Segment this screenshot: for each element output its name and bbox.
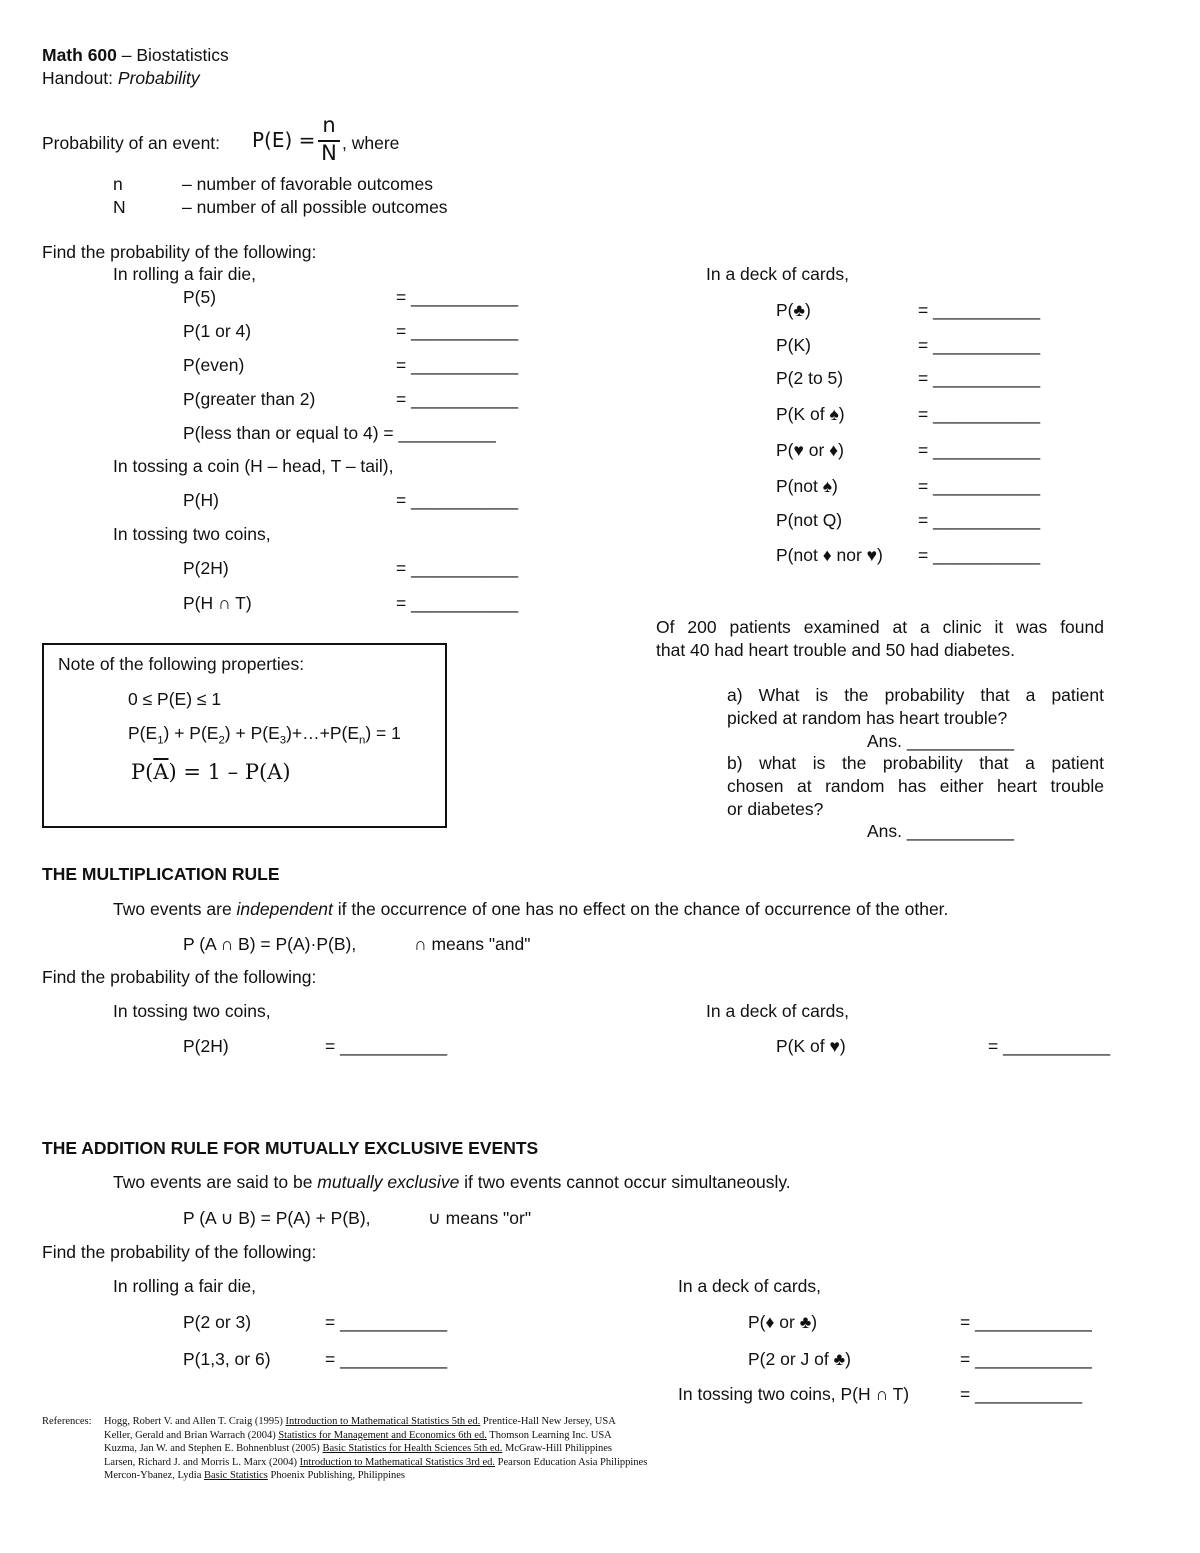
add-coins-line: In tossing two coins, P(H ∩ T) bbox=[678, 1384, 910, 1404]
answer-blank[interactable]: = ___________ bbox=[396, 287, 519, 307]
course-title bbox=[42, 45, 229, 65]
question-b: or diabetes? bbox=[727, 799, 824, 819]
addition-definition bbox=[113, 1172, 791, 1192]
mult-def-post: if the occurrence of one has no effect on the chance of occurrence of the other. bbox=[332, 899, 949, 919]
answer-a[interactable]: Ans. ___________ bbox=[867, 731, 1014, 751]
two-coins-item: P(H ∩ T) bbox=[183, 593, 252, 613]
two-coins-heading: In tossing two coins, bbox=[113, 524, 271, 544]
multiplication-title: THE MULTIPLICATION RULE bbox=[42, 864, 280, 884]
cards-item: P(not Q) bbox=[776, 510, 843, 530]
ref-title: Basic Statistics bbox=[204, 1470, 268, 1481]
cards-item: P(2 to 5) bbox=[776, 368, 844, 388]
ref-authors: Keller, Gerald and Brian Warrach (2004) bbox=[104, 1430, 279, 1441]
add-die-heading: In rolling a fair die, bbox=[113, 1276, 256, 1296]
ref-publisher: Prentice-Hall New Jersey, USA bbox=[480, 1416, 616, 1427]
question-b: b) what is the probability that a patient bbox=[727, 753, 1104, 773]
multiplication-prompt: Find the probability of the following: bbox=[42, 967, 317, 987]
add-def-post: if two events cannot occur simultaneously. bbox=[459, 1172, 791, 1192]
multiplication-formula: P (A ∩ B) = P(A)·P(B), bbox=[183, 934, 357, 954]
answer-blank[interactable]: = ___________ bbox=[988, 1036, 1111, 1056]
clinic-line: Of 200 patients examined at a clinic it was found bbox=[656, 617, 1104, 637]
complement-bar: $\overline{A}$ bbox=[153, 760, 169, 784]
add-cards-heading: In a deck of cards, bbox=[678, 1276, 821, 1296]
section1-prompt: Find the probability of the following: bbox=[42, 242, 317, 262]
n-symbol: n bbox=[113, 174, 123, 194]
handout-title bbox=[42, 68, 200, 88]
answer-blank[interactable]: = ___________ bbox=[918, 300, 1041, 320]
answer-blank[interactable]: = ___________ bbox=[325, 1349, 448, 1369]
course-code: Math 600 bbox=[42, 45, 117, 65]
mult-def-pre: Two events are bbox=[113, 899, 237, 919]
mult-def-term: independent bbox=[236, 899, 333, 919]
answer-blank[interactable]: = ___________ bbox=[918, 545, 1041, 565]
answer-b[interactable]: Ans. ___________ bbox=[867, 821, 1014, 841]
cards-item: P(not ♠) bbox=[776, 476, 838, 496]
answer-blank[interactable]: = ___________ bbox=[918, 368, 1041, 388]
die-item: P(5) bbox=[183, 287, 217, 307]
ref-publisher: Thomson Learning Inc. USA bbox=[486, 1430, 612, 1441]
N-symbol: N bbox=[113, 197, 126, 217]
cards-item: P(K) bbox=[776, 335, 811, 355]
references-label: References: bbox=[42, 1416, 92, 1427]
course-subject: – Biostatistics bbox=[116, 45, 229, 65]
n-description: – number of favorable outcomes bbox=[182, 174, 433, 194]
add-def-term: mutually exclusive bbox=[317, 1172, 460, 1192]
property-sum: $P(E_1) + P(E_2)$ + $P(E_3)+\dots+P(E_n) = 1$ bbox=[128, 723, 401, 747]
intersection-meaning: ∩ means "and" bbox=[414, 934, 531, 954]
reference-item bbox=[104, 1456, 647, 1470]
coin-item: P(H) bbox=[183, 490, 219, 510]
N-description: – number of all possible outcomes bbox=[182, 197, 448, 217]
answer-blank[interactable]: = ___________ bbox=[396, 355, 519, 375]
answer-blank[interactable]: = ___________ bbox=[918, 440, 1041, 460]
addition-prompt: Find the probability of the following: bbox=[42, 1242, 317, 1262]
handout-topic: Probability bbox=[117, 68, 200, 88]
complement-pre: P( bbox=[131, 760, 154, 784]
answer-blank[interactable]: = ____________ bbox=[960, 1312, 1092, 1332]
add-cards-item: P(♦ or ♣) bbox=[748, 1312, 818, 1332]
complement-post: ) = 1 – P(A) bbox=[168, 760, 291, 784]
answer-blank[interactable]: = ___________ bbox=[918, 476, 1041, 496]
cards-item: P(not ♦ nor ♥) bbox=[776, 545, 883, 565]
reference-item bbox=[104, 1442, 612, 1456]
question-a: a) What is the probability that a patient bbox=[727, 685, 1104, 705]
multiplication-definition bbox=[113, 899, 948, 919]
add-die-item: P(1,3, or 6) bbox=[183, 1349, 271, 1369]
question-b: chosen at random has either heart trouble bbox=[727, 776, 1104, 796]
mult-coins-heading: In tossing two coins, bbox=[113, 1001, 271, 1021]
cards-item: P(♣) bbox=[776, 300, 811, 320]
mult-coins-item: P(2H) bbox=[183, 1036, 229, 1056]
ref-authors: Mercon-Ybanez, Lydia bbox=[104, 1470, 205, 1481]
ref-title: Introduction to Mathematical Statistics 3rd ed. bbox=[299, 1457, 496, 1468]
cards-item: P(K of ♠) bbox=[776, 404, 845, 424]
definition-intro: Probability of an event: bbox=[42, 133, 221, 153]
ref-authors: Kuzma, Jan W. and Stephen E. Bohnenblust (2005) bbox=[104, 1443, 323, 1454]
ref-authors: Larsen, Richard J. and Morris L. Marx (2004) bbox=[104, 1457, 300, 1468]
answer-blank[interactable]: = ___________ bbox=[396, 321, 519, 341]
two-coins-item: P(2H) bbox=[183, 558, 229, 578]
die-heading: In rolling a fair die, bbox=[113, 264, 256, 284]
clinic-line: that 40 had heart trouble and 50 had diabetes. bbox=[656, 640, 1016, 660]
cards-heading: In a deck of cards, bbox=[706, 264, 849, 284]
formula-denominator: N bbox=[321, 141, 337, 165]
ref-publisher: Phoenix Publishing, Philippines bbox=[267, 1470, 405, 1481]
answer-blank[interactable]: = ___________ bbox=[396, 490, 519, 510]
question-a: picked at random has heart trouble? bbox=[727, 708, 1008, 728]
ref-title: Statistics for Management and Economics 6th ed. bbox=[278, 1430, 487, 1441]
properties-title: Note of the following properties: bbox=[58, 654, 305, 674]
mult-cards-item: P(K of ♥) bbox=[776, 1036, 846, 1056]
reference-item bbox=[104, 1469, 405, 1483]
cards-item: P(♥ or ♦) bbox=[776, 440, 844, 460]
answer-blank[interactable]: = ___________ bbox=[918, 335, 1041, 355]
union-meaning: ∪ means "or" bbox=[428, 1208, 532, 1228]
ref-title: Introduction to Mathematical Statistics 5th ed. bbox=[285, 1416, 481, 1427]
answer-blank[interactable]: = ___________ bbox=[325, 1312, 448, 1332]
answer-blank[interactable]: = ____________ bbox=[960, 1349, 1092, 1369]
answer-blank[interactable]: = ___________ bbox=[918, 510, 1041, 530]
answer-blank[interactable]: = ___________ bbox=[325, 1036, 448, 1056]
property-range: 0 ≤ P(E) ≤ 1 bbox=[128, 689, 222, 709]
answer-blank[interactable]: = ___________ bbox=[396, 558, 519, 578]
ref-publisher: Pearson Education Asia Philippines bbox=[495, 1457, 648, 1468]
die-item: P(even) bbox=[183, 355, 245, 375]
die-item: P(1 or 4) bbox=[183, 321, 252, 341]
formula-numerator: n bbox=[322, 113, 336, 137]
die-item: P(greater than 2) bbox=[183, 389, 316, 409]
reference-item bbox=[104, 1415, 616, 1429]
answer-blank[interactable]: = ___________ bbox=[918, 404, 1041, 424]
property-complement bbox=[131, 760, 291, 784]
answer-blank[interactable]: = ___________ bbox=[396, 593, 519, 613]
coin-heading: In tossing a coin (H – head, T – tail), bbox=[113, 456, 394, 476]
add-cards-item: P(2 or J of ♣) bbox=[748, 1349, 851, 1369]
answer-blank[interactable]: = ___________ bbox=[960, 1384, 1083, 1404]
die-item[interactable]: P(less than or equal to 4) = __________ bbox=[183, 423, 496, 443]
reference-item bbox=[104, 1429, 612, 1443]
formula-lhs: P(E) = bbox=[252, 128, 316, 152]
answer-blank[interactable]: = ___________ bbox=[396, 389, 519, 409]
add-die-item: P(2 or 3) bbox=[183, 1312, 252, 1332]
ref-authors: Hogg, Robert V. and Allen T. Craig (1995) bbox=[104, 1416, 286, 1427]
add-def-pre: Two events are said to be bbox=[113, 1172, 318, 1192]
ref-title: Basic Statistics for Health Sciences 5th ed. bbox=[322, 1443, 503, 1454]
addition-title: THE ADDITION RULE FOR MUTUALLY EXCLUSIVE EVENTS bbox=[42, 1138, 539, 1158]
definition-tail: , where bbox=[342, 133, 400, 153]
handout-label: Handout: bbox=[42, 68, 118, 88]
mult-cards-heading: In a deck of cards, bbox=[706, 1001, 849, 1021]
ref-publisher: McGraw-Hill Philippines bbox=[502, 1443, 613, 1454]
addition-formula: P (A ∪ B) = P(A) + P(B), bbox=[183, 1208, 371, 1228]
